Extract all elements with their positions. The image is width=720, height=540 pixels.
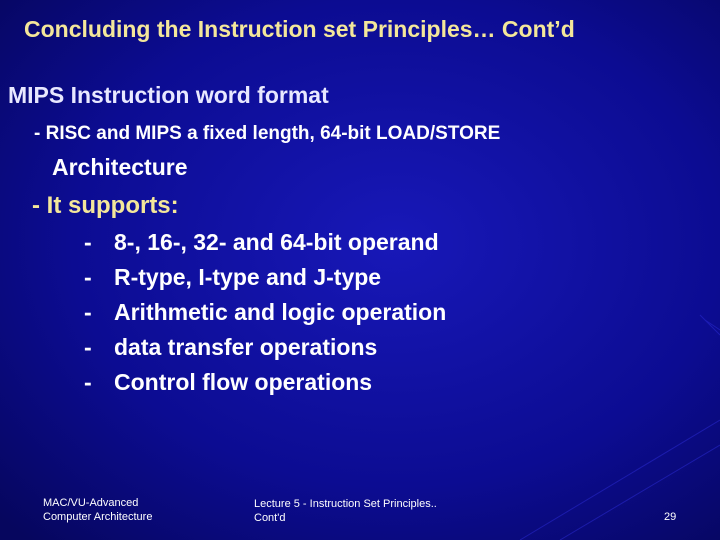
footer-lecture-line-2: Cont'd [254, 512, 286, 524]
bullet-marker: - [84, 264, 92, 290]
bullet-marker: - [84, 334, 92, 360]
bullet-marker: - [84, 369, 92, 395]
list-item [84, 263, 446, 298]
list-item-text: R-type, I-type and J-type [114, 264, 382, 290]
footer-course [43, 496, 152, 524]
supports-label: - It supports: [32, 192, 179, 219]
footer-course-line-2: Computer Architecture [43, 511, 153, 523]
list-item-text: Arithmetic and logic operation [114, 299, 447, 325]
intro-line-1: - RISC and MIPS a fixed length, 64-bit LOAD/STORE [34, 123, 501, 144]
list-item [84, 298, 446, 333]
list-item [84, 228, 446, 263]
list-item-text: Control flow operations [114, 369, 373, 395]
feature-list [84, 228, 446, 403]
section-heading: MIPS Instruction word format [8, 82, 329, 108]
intro-line-2: Architecture [52, 154, 188, 180]
footer-lecture-line-1: Lecture 5 - Instruction Set Principles.. [254, 498, 437, 510]
footer-course-line-1: MAC/VU-Advanced [43, 497, 139, 509]
bullet-marker: - [84, 299, 92, 325]
list-item [84, 368, 446, 403]
bullet-marker: - [84, 229, 92, 255]
slide-title: Concluding the Instruction set Principles… Cont’d [24, 16, 575, 42]
list-item-text: data transfer operations [114, 334, 378, 360]
list-item-text: 8-, 16-, 32- and 64-bit operand [114, 229, 439, 255]
list-item [84, 333, 446, 368]
page-number: 29 [664, 511, 677, 523]
footer-lecture [254, 497, 437, 525]
